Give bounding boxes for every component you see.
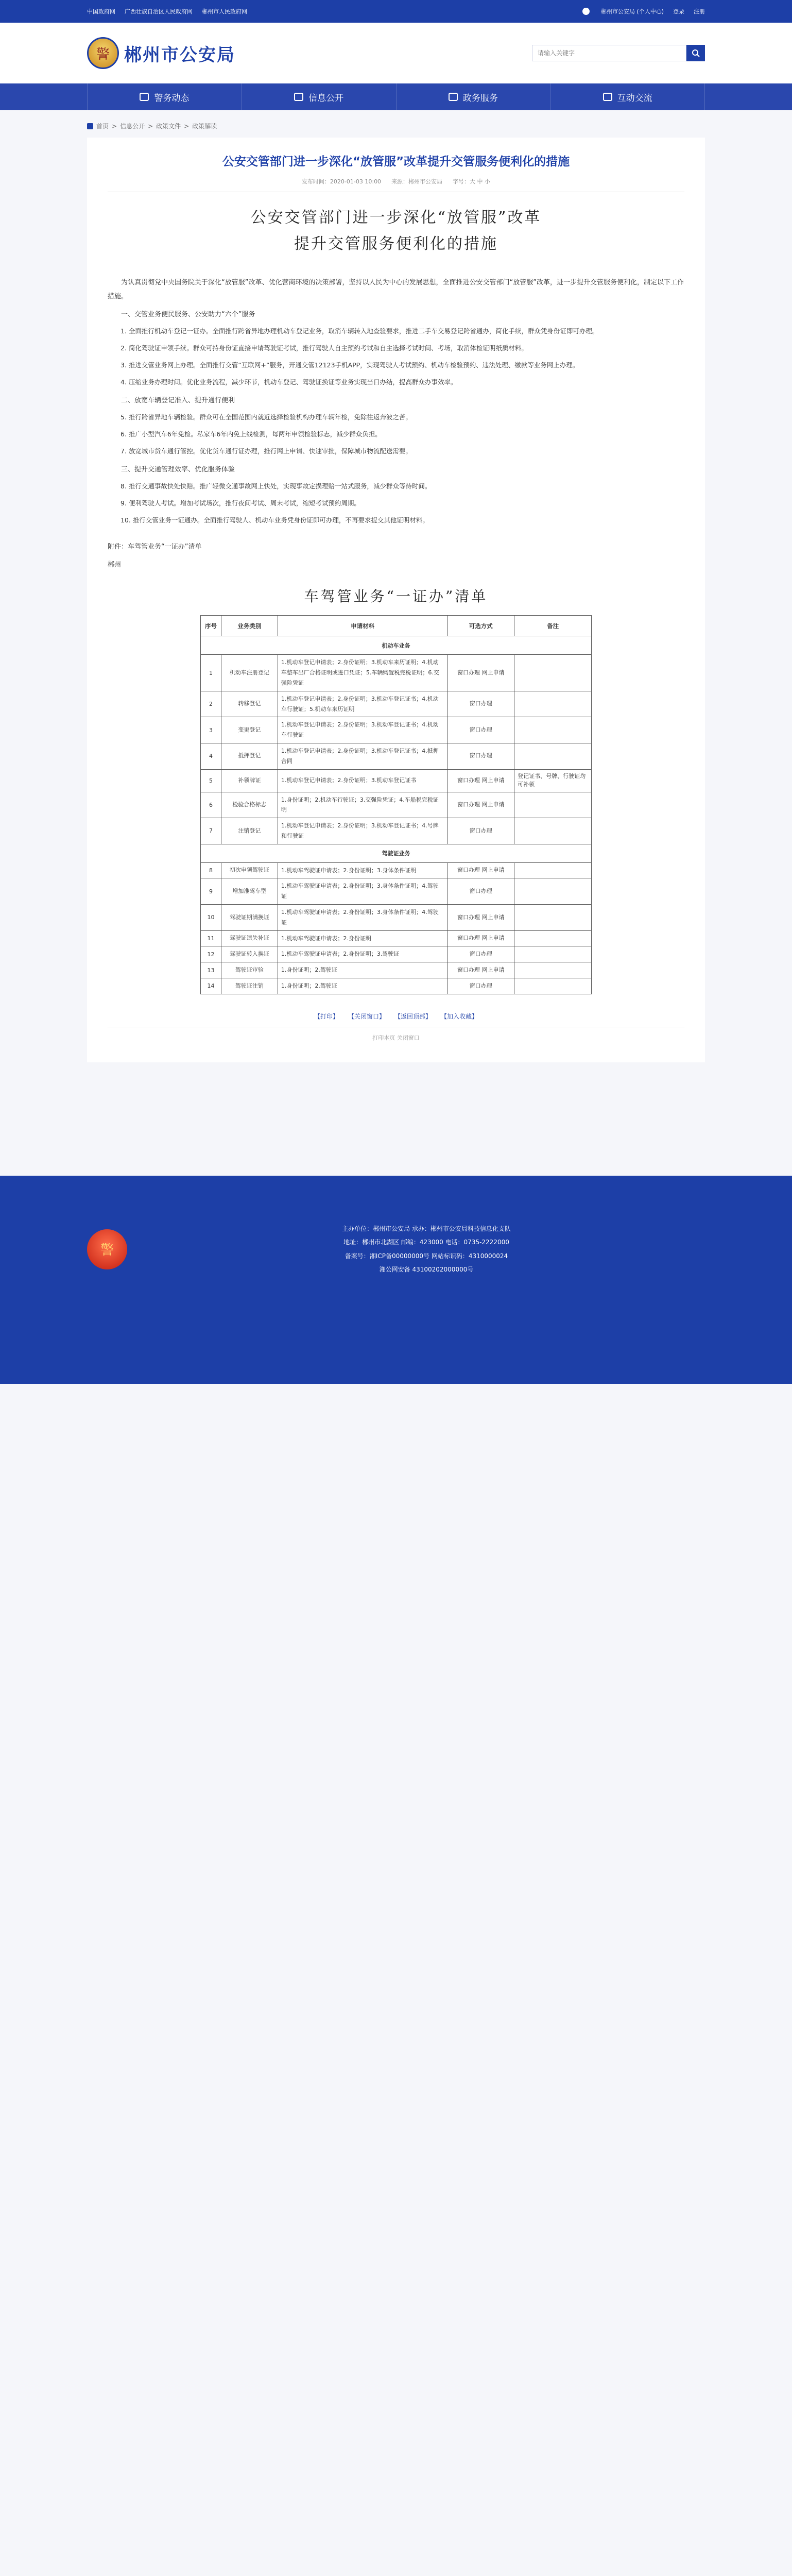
nav-gov-services[interactable] xyxy=(397,83,551,110)
crumb-current[interactable]: 政策解读 xyxy=(192,123,217,130)
table-row xyxy=(201,743,592,769)
cell-mat: 1.机动车登记申请表；2.身份证明；3.机动车登记证书；4.机动车行驶证；5.机动车来历证明 xyxy=(278,691,447,717)
cell-note: 登记证书、号牌、行驶证均可补领 xyxy=(514,769,592,792)
search-icon xyxy=(692,49,700,57)
footer-line: 湘公网安备 43100202000000号 xyxy=(379,1266,474,1274)
cell-cat: 补领牌证 xyxy=(221,769,278,792)
footer-line: 备案号：湘ICP备00000000号 网站标识码：4310000024 xyxy=(345,1252,508,1260)
cell-opt: 窗口办理 xyxy=(447,946,514,962)
cell-opt: 窗口办理 网上申请 xyxy=(447,769,514,792)
footer-line: 主办单位：郴州市公安局 承办：郴州市公安局科技信息化支队 xyxy=(342,1225,511,1232)
cell-no: 14 xyxy=(201,978,221,994)
cell-cat: 初次申领驾驶证 xyxy=(221,862,278,878)
article-body xyxy=(87,138,705,1062)
cell-cat: 驾驶证转入换证 xyxy=(221,946,278,962)
cell-mat: 1.机动车驾驶证申请表；2.身份证明；3.身体条件证明 xyxy=(278,862,447,878)
cell-no: 9 xyxy=(201,878,221,905)
site-header xyxy=(0,23,792,83)
table-row xyxy=(201,792,592,818)
table-row xyxy=(201,962,592,978)
table-row xyxy=(201,655,592,691)
cell-mat: 1.机动车驾驶证申请表；2.身份证明；3.身体条件证明；4.驾驶证 xyxy=(278,905,447,931)
nav-police-news[interactable] xyxy=(87,83,242,110)
section-heading-3: 三、提升交通管理效率、优化服务体验 xyxy=(121,465,235,473)
nav-label: 政务服务 xyxy=(462,93,498,104)
cell-cat: 驾驶证遗失补证 xyxy=(221,930,278,946)
measure-item: 6. 推广小型汽车6年免检。私家车6年内免上线检测，每两年申领检验标志，减少群众负担。 xyxy=(120,430,382,438)
external-links xyxy=(87,7,247,15)
service-icon xyxy=(449,93,458,101)
doc-heading-line-1: 公安交管部门进一步深化“放管服”改革 xyxy=(250,208,542,227)
col-no: 序号 xyxy=(201,616,221,636)
link-login[interactable]: 登录 xyxy=(673,8,684,15)
measure-item: 10. 推行交管业务一证通办。全面推行驾驶人、机动车业务凭身份证即可办理，不再要求提交其他证明材料。 xyxy=(120,516,429,524)
section-heading-1: 一、交管业务便民服务、公安助力“六个”服务 xyxy=(121,311,255,319)
measure-item: 3. 推进交管业务网上办理。全面推行交管“互联网+”服务，开通交管12123手机APP，实现驾驶人考试预约、机动车检验预约、违法处理、缴款等业务网上办理。 xyxy=(120,361,579,369)
cell-cat: 变更登记 xyxy=(221,717,278,743)
doc-heading-line-2: 提升交管服务便利化的措施 xyxy=(294,234,498,253)
cell-mat: 1.身份证明；2.机动车行驶证；3.交强险凭证；4.车船税完税证明 xyxy=(278,792,447,818)
link-register[interactable]: 注册 xyxy=(694,8,705,15)
cell-opt: 窗口办理 网上申请 xyxy=(447,905,514,931)
site-logo[interactable] xyxy=(87,37,235,69)
table-group-row xyxy=(201,636,592,655)
print-link[interactable]: 【打印】 xyxy=(314,1012,339,1020)
cell-note xyxy=(514,905,592,931)
col-note: 备注 xyxy=(514,616,592,636)
cell-mat: 1.机动车登记申请表；2.身份证明；3.机动车来历证明；4.机动车整车出厂合格证明或进口凭证；5.车辆购置税完税证明；6.交强险凭证 xyxy=(278,655,447,691)
cell-mat: 1.机动车登记申请表；2.身份证明；3.机动车登记证书；4.号牌和行驶证 xyxy=(278,818,447,844)
cell-cat: 驾驶证审验 xyxy=(221,962,278,978)
main-nav xyxy=(0,83,792,110)
table-row xyxy=(201,691,592,717)
cell-no: 3 xyxy=(201,717,221,743)
crumb-info[interactable]: 信息公开 xyxy=(120,123,145,130)
cell-opt: 窗口办理 网上申请 xyxy=(447,862,514,878)
nav-label: 信息公开 xyxy=(308,93,344,104)
cell-opt: 窗口办理 网上申请 xyxy=(447,655,514,691)
cell-mat: 1.机动车登记申请表；2.身份证明；3.机动车登记证书；4.抵押合同 xyxy=(278,743,447,769)
cell-no: 7 xyxy=(201,818,221,844)
back-to-top-link[interactable]: 【返回顶部】 xyxy=(394,1012,432,1020)
footer-line: 地址：郴州市北湖区 邮编：423000 电话：0735-2222000 xyxy=(343,1239,509,1246)
publish-time: 发布时间：2020-01-03 10:00 xyxy=(301,178,382,185)
cell-opt: 窗口办理 xyxy=(447,978,514,994)
cell-no: 1 xyxy=(201,655,221,691)
cell-no: 11 xyxy=(201,930,221,946)
cell-mat: 1.身份证明；2.驾驶证 xyxy=(278,962,447,978)
top-utility-bar xyxy=(0,0,792,23)
intro-paragraph: 为认真贯彻党中央国务院关于深化“放管服”改革、优化营商环境的决策部署，坚持以人民为中心的发展思想，全面推进公安交管部门“放管服”改革，进一步提升交管服务便利化，制定以下工作措施。 xyxy=(108,278,684,300)
crumb-policy[interactable]: 政策文件 xyxy=(156,123,181,130)
measure-item: 7. 放宽城市货车通行管控。优化货车通行证办理，推行网上申请、快速审批，保障城市物流配送需要。 xyxy=(120,447,412,455)
article-meta xyxy=(108,177,684,192)
cell-no: 6 xyxy=(201,792,221,818)
news-icon xyxy=(140,93,149,101)
attachment-label: 郴州 xyxy=(108,561,122,569)
source: 来源：郴州市公安局 xyxy=(391,178,443,185)
close-window-link[interactable]: 【关闭窗口】 xyxy=(348,1012,385,1020)
table-row xyxy=(201,769,592,792)
cell-no: 2 xyxy=(201,691,221,717)
nav-label: 互动交流 xyxy=(617,93,652,104)
cell-opt: 窗口办理 网上申请 xyxy=(447,962,514,978)
cell-no: 8 xyxy=(201,862,221,878)
footer-info xyxy=(148,1222,705,1277)
cell-note xyxy=(514,878,592,905)
col-materials: 申请材料 xyxy=(278,616,447,636)
cell-note xyxy=(514,930,592,946)
section-heading-2: 二、放宽车辆登记准入、提升通行便利 xyxy=(121,396,235,404)
group-label: 驾驶证业务 xyxy=(201,844,592,862)
cell-cat: 转移登记 xyxy=(221,691,278,717)
cell-opt: 窗口办理 xyxy=(447,878,514,905)
favorite-link[interactable]: 【加入收藏】 xyxy=(441,1012,478,1020)
cell-cat: 检验合格标志 xyxy=(221,792,278,818)
cell-note xyxy=(514,743,592,769)
cell-note xyxy=(514,978,592,994)
table-header-row xyxy=(201,616,592,636)
measure-item: 9. 便利驾驶人考试。增加考试场次，推行夜间考试、周末考试，缩短考试预约周期。 xyxy=(120,499,360,507)
cell-no: 5 xyxy=(201,769,221,792)
table-row xyxy=(201,862,592,878)
table-row xyxy=(201,717,592,743)
measure-item: 1. 全面推行机动车登记一证办。全面推行跨省异地办理机动车登记业务，取消车辆转入地查验要求，推进二手车交易登记跨省通办，简化手续，群众凭身份证即可办理。 xyxy=(120,327,599,335)
table-row xyxy=(201,930,592,946)
measure-item: 8. 推行交通事故快处快赔。推广轻微交通事故网上快处，实现事故定损理赔一站式服务，减少群众等待时间。 xyxy=(120,482,432,490)
cell-opt: 窗口办理 xyxy=(447,717,514,743)
cell-mat: 1.机动车登记申请表；2.身份证明；3.机动车登记证书 xyxy=(278,769,447,792)
measure-item: 4. 压缩业务办理时间。优化业务流程，减少环节，机动车登记、驾驶证换证等业务实现当日办结，提高群众办事效率。 xyxy=(120,378,457,386)
link-province[interactable]: 广西壮族自治区人民政府网 xyxy=(125,8,193,15)
link-city[interactable]: 郴州市人民政府网 xyxy=(202,8,247,15)
cell-note xyxy=(514,792,592,818)
chat-icon xyxy=(603,93,612,101)
police-badge-icon: 警 xyxy=(87,37,119,69)
location-icon xyxy=(87,123,93,129)
link-gov[interactable]: 中国政府网 xyxy=(87,8,115,15)
cell-note xyxy=(514,655,592,691)
breadcrumb: 首页 > 信息公开 > 政策文件 > 政策解读 xyxy=(87,122,705,130)
measure-item: 2. 简化驾驶证申领手续。群众可持身份证直接申请驾驶证考试，推行驾驶人自主预约考试和自主选择考试时间、考场，取消体检证明纸质材料。 xyxy=(120,344,528,352)
measure-item: 5. 推行跨省异地车辆检验。群众可在全国范围内就近选择检验机构办理车辆年检，免除往返奔波之苦。 xyxy=(120,413,412,421)
search-bar xyxy=(532,45,705,61)
article-actions xyxy=(108,1012,684,1021)
nav-label: 警务动态 xyxy=(154,93,190,104)
info-icon xyxy=(294,93,303,101)
cell-opt: 窗口办理 xyxy=(447,743,514,769)
cell-no: 4 xyxy=(201,743,221,769)
cell-mat: 1.机动车登记申请表；2.身份证明；3.机动车登记证书；4.机动车行驶证 xyxy=(278,717,447,743)
cell-no: 13 xyxy=(201,962,221,978)
cell-note xyxy=(514,818,592,844)
cell-opt: 窗口办理 xyxy=(447,818,514,844)
user-icon xyxy=(582,8,590,15)
cell-mat: 1.机动车驾驶证申请表；2.身份证明 xyxy=(278,930,447,946)
account-links xyxy=(582,7,705,15)
cell-opt: 窗口办理 网上申请 xyxy=(447,792,514,818)
cell-cat: 驾驶证期满换证 xyxy=(221,905,278,931)
cell-cat: 驾驶证注销 xyxy=(221,978,278,994)
cell-note xyxy=(514,946,592,962)
table-row xyxy=(201,818,592,844)
cell-no: 12 xyxy=(201,946,221,962)
table-row xyxy=(201,978,592,994)
site-footer xyxy=(0,1176,792,1384)
group-label: 机动车业务 xyxy=(201,636,592,655)
cell-note xyxy=(514,691,592,717)
cell-note xyxy=(514,862,592,878)
table-row xyxy=(201,905,592,931)
article-title: 公安交管部门进一步深化“放管服”改革提升交管服务便利化的措施 xyxy=(222,155,570,168)
table-row xyxy=(201,878,592,905)
search-input[interactable] xyxy=(532,45,686,61)
cell-mat: 1.身份证明；2.驾驶证 xyxy=(278,978,447,994)
crumb-home[interactable]: 首页 xyxy=(96,123,109,130)
service-list-table xyxy=(200,615,592,994)
footer-badge-icon: 警 xyxy=(87,1229,127,1269)
nav-info-disclosure[interactable] xyxy=(242,83,397,110)
table-group-row xyxy=(201,844,592,862)
font-size-control[interactable]: 字号：大 中 小 xyxy=(453,178,491,185)
table-row xyxy=(201,946,592,962)
cell-mat: 1.机动车驾驶证申请表；2.身份证明；3.驾驶证 xyxy=(278,946,447,962)
table-title: 车驾管业务“一证办”清单 xyxy=(304,588,488,605)
cell-note xyxy=(514,962,592,978)
attachment-note: 附件：车驾管业务“一证办”清单 xyxy=(108,543,202,551)
cell-opt: 窗口办理 xyxy=(447,691,514,717)
site-title: 郴州市公安局 xyxy=(124,44,235,65)
nav-interaction[interactable] xyxy=(550,83,705,110)
print-close-line: 打印本页 关闭窗口 xyxy=(108,1027,684,1042)
cell-cat: 增加准驾车型 xyxy=(221,878,278,905)
cell-opt: 窗口办理 网上申请 xyxy=(447,930,514,946)
col-method: 可选方式 xyxy=(447,616,514,636)
cell-cat: 抵押登记 xyxy=(221,743,278,769)
col-category: 业务类别 xyxy=(221,616,278,636)
cell-note xyxy=(514,717,592,743)
cell-no: 10 xyxy=(201,905,221,931)
cell-mat: 1.机动车驾驶证申请表；2.身份证明；3.身体条件证明；4.驾驶证 xyxy=(278,878,447,905)
cell-cat: 注销登记 xyxy=(221,818,278,844)
cell-cat: 机动车注册登记 xyxy=(221,655,278,691)
document-heading xyxy=(108,205,684,257)
search-button[interactable] xyxy=(686,45,705,61)
link-user-center[interactable]: 郴州市公安局 (个人中心) xyxy=(600,8,664,15)
